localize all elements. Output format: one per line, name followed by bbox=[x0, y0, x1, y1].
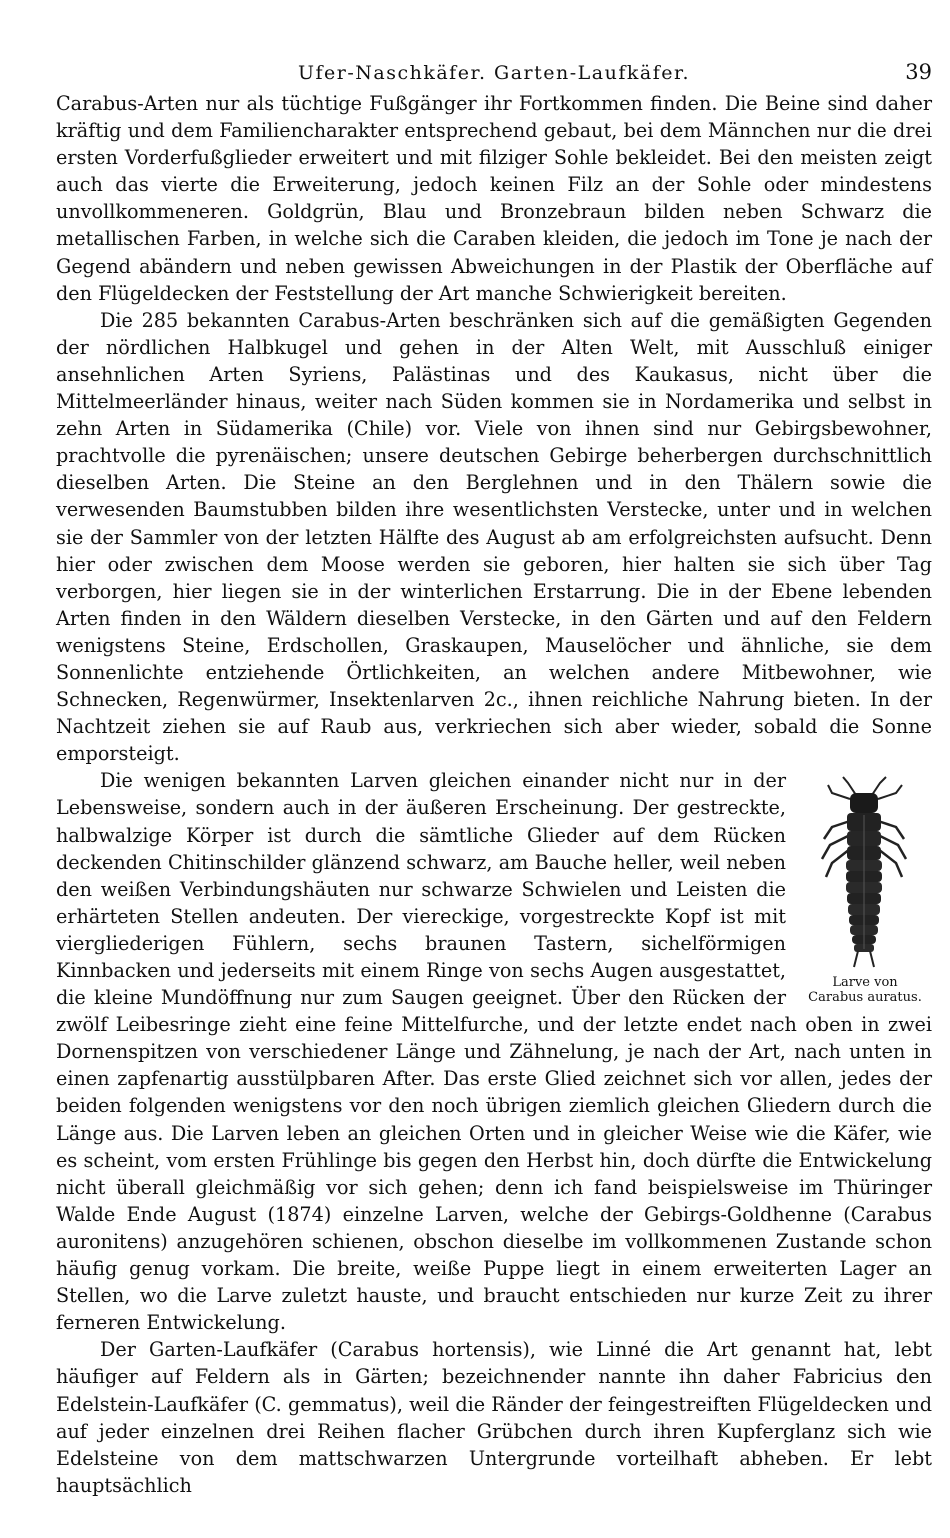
paragraph-3: Die wenigen bekannten Larven gleichen einander nicht nur in der Lebensweise, sondern auch in der äußeren Erscheinung. Der gestreckte, halbwalzige Körper ist durch die sämtliche Glieder auf dem Rücken deckenden Chitinschilder glänzend schwarz, am Bauche heller, weil neben den weißen Verbindungshäuten nur schwarze Schwielen und Leisten die erhärteten Stellen andeuten. Der viereckige, vorgestreckte Kopf ist mit viergliederigen Fühlern, sechs braunen Tastern, sichelförmigen Kinnbacken und jederseits mit einem Ringe von sechs Augen ausgestattet, die kleine Mundöffnung nur zum Saugen geeignet. Über den Rücken der zwölf Leibesringe zieht eine feine Mittelfurche, und der letzte endet nach oben in zwei Dornenspitzen von verschiedener Länge und Zähnelung, je nach der Art, nach unten in einen zapfenartig ausstülpbaren After. Das erste Glied zeichnet sich vor allen, jedes der beiden folgenden wenigstens vor den noch übrigen ziemlich gleichen Gliedern durch die Länge aus. Die Larven leben an gleichen Orten und in gleicher Weise wie die Käfer, wie es scheint, vom ersten Frühlinge bis gegen den Herbst hin, doch dürfte die Entwickelung nicht überall gleichmäßig vor sich gehen; denn ich fand beispielsweise im Thüringer Walde Ende August (1874) einzelne Larven, welche der Gebirgs-Goldhenne (Carabus auronitens) anzugehören schienen, obschon dieselbe im vollkommenen Zustande schon häufig genug vorkam. Die breite, weiße Puppe liegt in einem erweiterten Lager an Stellen, wo die Larve zuletzt hauste, und braucht entschieden nur kurze Zeit zu ihrer ferneren Entwickelung. bbox=[56, 769, 932, 1335]
body-text bbox=[56, 90, 932, 1499]
larva-figure bbox=[798, 773, 932, 1005]
figure-caption-line-2: Carabus auratus. bbox=[808, 990, 922, 1006]
beetle-larva-icon bbox=[810, 773, 920, 973]
page-header bbox=[56, 56, 932, 90]
running-title: Ufer-Naschkäfer. Garten-Laufkäfer. bbox=[297, 62, 691, 84]
paragraph-4: Der Garten-Laufkäfer (Carabus hortensis), wie Linné die Art genannt hat, lebt häufiger auf Feldern als in Gärten; bezeichnender nannte ihn daher Fabricius den Edelstein-Laufkäfer (C. gemmatus), weil die Ränder der feingestreiften Flügeldecken und auf jeder einzelnen drei Reihen flacher Grübchen durch ihren Kupferglanz sich wie Edelsteine von dem mattschwarzen Untergrunde vorteilhaft abheben. Er lebt hauptsächlich bbox=[56, 1338, 932, 1497]
paragraph-1: Carabus-Arten nur als tüchtige Fußgänger ihr Fortkommen finden. Die Beine sind daher kräftig und dem Familiencharakter entsprechend gebaut, bei dem Männchen nur die drei ersten Vorderfußglieder erweitert und mit filziger Sohle bekleidet. Bei den meisten zeigt auch das vierte die Erweiterung, jedoch keinen Filz an der Sohle oder mindestens unvollkommeneren. Goldgrün, Blau und Bronzebraun bilden neben Schwarz die metallischen Farben, in welche sich die Caraben kleiden, die jedoch im Tone je nach der Gegend abändern und neben gewissen Abweichungen in der Plastik der Oberfläche auf den Flügeldecken der Feststellung der Art manche Schwierigkeit bereiten. bbox=[56, 92, 932, 305]
figure-caption-line-1: Larve von bbox=[832, 975, 898, 991]
page-number: 39 bbox=[905, 60, 932, 84]
paragraph-2: Die 285 bekannten Carabus-Arten beschränken sich auf die gemäßigten Gegenden der nördlichen Halbkugel und gehen in der Alten Welt, mit Ausschluß einiger ansehnlichen Arten Syriens, Palästinas und des Kaukasus, nicht über die Mittelmeerländer hinaus, weiter nach Süden kommen sie in Nordamerika und selbst in zehn Arten in Südamerika (Chile) vor. Viele von ihnen sind nur Gebirgsbewohner, prachtvolle die pyrenäischen; unsere deutschen Gebirge beherbergen durchschnittlich dieselben Arten. Die Steine an den Berglehnen und in den Thälern sowie die verwesenden Baumstubben bilden ihre wesentlichsten Verstecke, unter und in welchen sie der Sammler von der letzten Hälfte des August ab am erfolgreichsten aufsucht. Denn hier oder zwischen dem Moose werden sie geboren, hier halten sie sich über Tag verborgen, hier liegen sie in der winterlichen Erstarrung. Die in der Ebene lebenden Arten finden in den Wäldern dieselben Verstecke, in den Gärten und auf den Feldern wenigstens Steine, Erdschollen, Graskaupen, Mauselöcher und ähnliche, sie dem Sonnenlichte entziehende Örtlichkeiten, an welchen andere Mitbewohner, wie Schnecken, Regenwürmer, Insektenlarven 2c., ihnen reichliche Nahrung bieten. In der Nachtzeit ziehen sie auf Raub aus, verkriechen sich aber wieder, sobald die Sonne emporsteigt. bbox=[56, 308, 932, 766]
book-page bbox=[56, 56, 932, 1499]
figure-caption bbox=[798, 975, 932, 1005]
